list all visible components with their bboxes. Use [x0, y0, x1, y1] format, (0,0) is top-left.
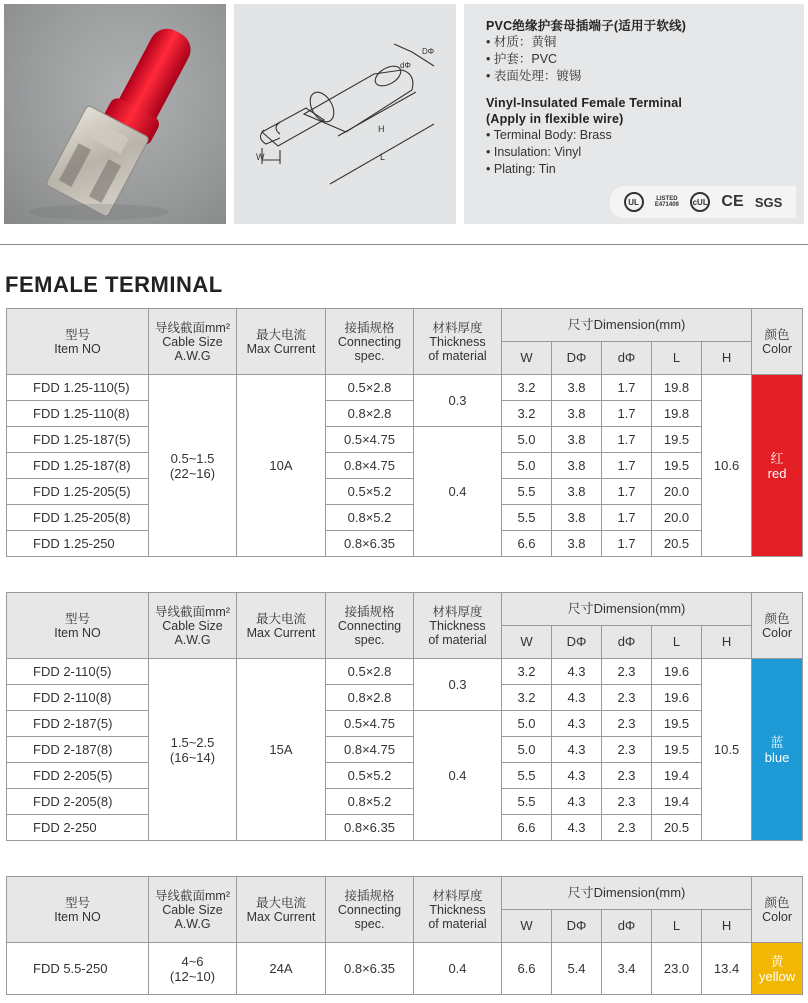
big-d-cell: 3.8 [552, 401, 602, 427]
item-cell: FDD 1.25-205(8) [7, 505, 149, 531]
item-cell: FDD 1.25-110(8) [7, 401, 149, 427]
header-l: L [652, 910, 702, 943]
w-cell: 5.5 [502, 763, 552, 789]
max-current-cell: 10A [237, 375, 326, 557]
thickness-cell: 0.4 [414, 943, 502, 995]
header-w: W [502, 910, 552, 943]
header-max-current: 最大电流 Max Current [237, 593, 326, 659]
big-d-cell: 3.8 [552, 505, 602, 531]
color-swatch-yellow: 黄 yellow [752, 943, 803, 995]
big-d-cell: 5.4 [552, 943, 602, 995]
conn-cell: 0.5×4.75 [326, 427, 414, 453]
l-cell: 19.5 [652, 427, 702, 453]
listed-badge: LISTED E471409 [654, 196, 679, 208]
conn-cell: 0.8×2.8 [326, 401, 414, 427]
l-cell: 20.5 [652, 815, 702, 841]
small-d-cell: 1.7 [602, 401, 652, 427]
l-cell: 20.5 [652, 531, 702, 557]
en-title: Vinyl-Insulated Female Terminal [486, 96, 683, 110]
spec-table-blue [6, 592, 803, 841]
color-swatch-blue: 蓝 blue [752, 659, 803, 841]
conn-cell: 0.8×4.75 [326, 737, 414, 763]
cn-spec-item: • 材质：黄铜 [486, 34, 804, 51]
small-d-cell: 1.7 [602, 427, 652, 453]
drawing-label-small-d: dΦ [400, 61, 411, 70]
header-max-current: 最大电流 Max Current [237, 309, 326, 375]
header-color: 颜色 Color [752, 309, 803, 375]
small-d-cell: 2.3 [602, 737, 652, 763]
item-cell: FDD 5.5-250 [7, 943, 149, 995]
header-w: W [502, 342, 552, 375]
ce-mark-icon: CE [721, 193, 744, 210]
w-cell: 6.6 [502, 815, 552, 841]
l-cell: 19.4 [652, 789, 702, 815]
header-connecting-spec: 接插规格 Connecting spec. [326, 309, 414, 375]
w-cell: 3.2 [502, 401, 552, 427]
header-cable-size: 导线截面mm² Cable Size A.W.G [149, 593, 237, 659]
small-d-cell: 1.7 [602, 375, 652, 401]
small-d-cell: 2.3 [602, 815, 652, 841]
small-d-cell: 2.3 [602, 763, 652, 789]
header-thickness: 材料厚度 Thickness of material [414, 877, 502, 943]
conn-cell: 0.8×5.2 [326, 505, 414, 531]
big-d-cell: 4.3 [552, 789, 602, 815]
item-cell: FDD 2-110(8) [7, 685, 149, 711]
cable-size-cell: 0.5~1.5 (22~16) [149, 375, 237, 557]
certification-badges [610, 186, 796, 218]
sgs-logo-icon: SGS [754, 194, 783, 210]
header-h: H [702, 342, 752, 375]
small-d-cell: 3.4 [602, 943, 652, 995]
l-cell: 19.6 [652, 685, 702, 711]
drawing-label-w: W [256, 152, 265, 162]
item-cell: FDD 1.25-205(5) [7, 479, 149, 505]
header-l: L [652, 626, 702, 659]
small-d-cell: 2.3 [602, 685, 652, 711]
w-cell: 6.6 [502, 531, 552, 557]
header-cable-size: 导线截面mm² Cable Size A.W.G [149, 309, 237, 375]
thickness-cell: 0.3 [414, 375, 502, 427]
l-cell: 19.8 [652, 401, 702, 427]
w-cell: 3.2 [502, 685, 552, 711]
cn-spec-item: • 护套：PVC [486, 51, 804, 68]
drawing-label-big-d: DΦ [422, 47, 435, 56]
small-d-cell: 2.3 [602, 659, 652, 685]
header-color: 颜色 Color [752, 877, 803, 943]
big-d-cell: 4.3 [552, 685, 602, 711]
w-cell: 3.2 [502, 375, 552, 401]
header-h: H [702, 626, 752, 659]
l-cell: 19.4 [652, 763, 702, 789]
thickness-cell: 0.4 [414, 711, 502, 841]
conn-cell: 0.5×5.2 [326, 479, 414, 505]
l-cell: 20.0 [652, 479, 702, 505]
thickness-cell: 0.4 [414, 427, 502, 557]
w-cell: 5.0 [502, 427, 552, 453]
header-h: H [702, 910, 752, 943]
h-cell: 10.6 [702, 375, 752, 557]
spec-table-red [6, 308, 803, 557]
drawing-label-h: H [378, 124, 385, 134]
big-d-cell: 3.8 [552, 427, 602, 453]
header-big-d: DΦ [552, 626, 602, 659]
header-small-d: dΦ [602, 342, 652, 375]
item-cell: FDD 2-187(8) [7, 737, 149, 763]
header-thickness: 材料厚度 Thickness of material [414, 309, 502, 375]
conn-cell: 0.5×2.8 [326, 659, 414, 685]
conn-cell: 0.5×2.8 [326, 375, 414, 401]
header-item: 型号 Item NO [7, 593, 149, 659]
item-cell: FDD 1.25-250 [7, 531, 149, 557]
item-cell: FDD 1.25-110(5) [7, 375, 149, 401]
header-item: 型号 Item NO [7, 877, 149, 943]
w-cell: 3.2 [502, 659, 552, 685]
small-d-cell: 1.7 [602, 505, 652, 531]
l-cell: 19.5 [652, 737, 702, 763]
color-swatch-red: 红 red [752, 375, 803, 557]
header-small-d: dΦ [602, 626, 652, 659]
big-d-cell: 4.3 [552, 659, 602, 685]
w-cell: 6.6 [502, 943, 552, 995]
header-dimension: 尺寸Dimension(mm) [502, 877, 752, 910]
conn-cell: 0.5×5.2 [326, 763, 414, 789]
item-cell: FDD 1.25-187(5) [7, 427, 149, 453]
header-big-d: DΦ [552, 910, 602, 943]
en-subtitle: (Apply in flexible wire) [486, 112, 624, 126]
spec-table-yellow [6, 876, 803, 995]
big-d-cell: 3.8 [552, 531, 602, 557]
small-d-cell: 2.3 [602, 711, 652, 737]
drawing-label-l: L [380, 152, 386, 162]
spec-panel [464, 4, 804, 224]
h-cell: 13.4 [702, 943, 752, 995]
small-d-cell: 1.7 [602, 531, 652, 557]
conn-cell: 0.8×6.35 [326, 815, 414, 841]
w-cell: 5.5 [502, 479, 552, 505]
small-d-cell: 2.3 [602, 789, 652, 815]
header-max-current: 最大电流 Max Current [237, 877, 326, 943]
header-thickness: 材料厚度 Thickness of material [414, 593, 502, 659]
l-cell: 19.8 [652, 375, 702, 401]
l-cell: 20.0 [652, 505, 702, 531]
section-divider [0, 244, 808, 245]
item-cell: FDD 2-205(5) [7, 763, 149, 789]
big-d-cell: 3.8 [552, 453, 602, 479]
h-cell: 10.5 [702, 659, 752, 841]
w-cell: 5.0 [502, 737, 552, 763]
l-cell: 23.0 [652, 943, 702, 995]
conn-cell: 0.8×2.8 [326, 685, 414, 711]
header-connecting-spec: 接插规格 Connecting spec. [326, 877, 414, 943]
l-cell: 19.5 [652, 453, 702, 479]
header-cable-size: 导线截面mm² Cable Size A.W.G [149, 877, 237, 943]
l-cell: 19.6 [652, 659, 702, 685]
w-cell: 5.0 [502, 711, 552, 737]
big-d-cell: 4.3 [552, 737, 602, 763]
item-cell: FDD 2-205(8) [7, 789, 149, 815]
header-small-d: dΦ [602, 910, 652, 943]
cn-spec-item: • 表面处理：镀锡 [486, 68, 804, 85]
thickness-cell: 0.3 [414, 659, 502, 711]
max-current-cell: 24A [237, 943, 326, 995]
big-d-cell: 3.8 [552, 479, 602, 505]
dimension-diagram [234, 4, 456, 224]
w-cell: 5.0 [502, 453, 552, 479]
header-connecting-spec: 接插规格 Connecting spec. [326, 593, 414, 659]
small-d-cell: 1.7 [602, 479, 652, 505]
conn-cell: 0.8×5.2 [326, 789, 414, 815]
cable-size-cell: 1.5~2.5 (16~14) [149, 659, 237, 841]
header-dimension: 尺寸Dimension(mm) [502, 309, 752, 342]
header-color: 颜色 Color [752, 593, 803, 659]
item-cell: FDD 1.25-187(8) [7, 453, 149, 479]
conn-cell: 0.5×4.75 [326, 711, 414, 737]
en-spec-item: • Insulation: Vinyl [486, 144, 804, 161]
small-d-cell: 1.7 [602, 453, 652, 479]
conn-cell: 0.8×4.75 [326, 453, 414, 479]
big-d-cell: 4.3 [552, 711, 602, 737]
l-cell: 19.5 [652, 711, 702, 737]
w-cell: 5.5 [502, 789, 552, 815]
cul-logo-icon: cUL [690, 192, 710, 212]
ul-logo-icon: UL [624, 192, 644, 212]
section-title: FEMALE TERMINAL [5, 272, 223, 297]
item-cell: FDD 2-187(5) [7, 711, 149, 737]
technical-drawing [234, 4, 456, 224]
product-photo [4, 4, 226, 224]
conn-cell: 0.8×6.35 [326, 531, 414, 557]
header-item: 型号 Item NO [7, 309, 149, 375]
item-cell: FDD 2-110(5) [7, 659, 149, 685]
header-big-d: DΦ [552, 342, 602, 375]
max-current-cell: 15A [237, 659, 326, 841]
header-dimension: 尺寸Dimension(mm) [502, 593, 752, 626]
terminal-photo-illustration [4, 4, 226, 224]
en-spec-item: • Terminal Body: Brass [486, 127, 804, 144]
header-l: L [652, 342, 702, 375]
conn-cell: 0.8×6.35 [326, 943, 414, 995]
big-d-cell: 3.8 [552, 375, 602, 401]
big-d-cell: 4.3 [552, 763, 602, 789]
item-cell: FDD 2-250 [7, 815, 149, 841]
w-cell: 5.5 [502, 505, 552, 531]
big-d-cell: 4.3 [552, 815, 602, 841]
product-banner [0, 0, 808, 228]
en-spec-item: • Plating: Tin [486, 161, 804, 178]
cn-title: PVC绝缘护套母插端子(适用于软线) [486, 19, 687, 33]
cable-size-cell: 4~6 (12~10) [149, 943, 237, 995]
header-w: W [502, 626, 552, 659]
